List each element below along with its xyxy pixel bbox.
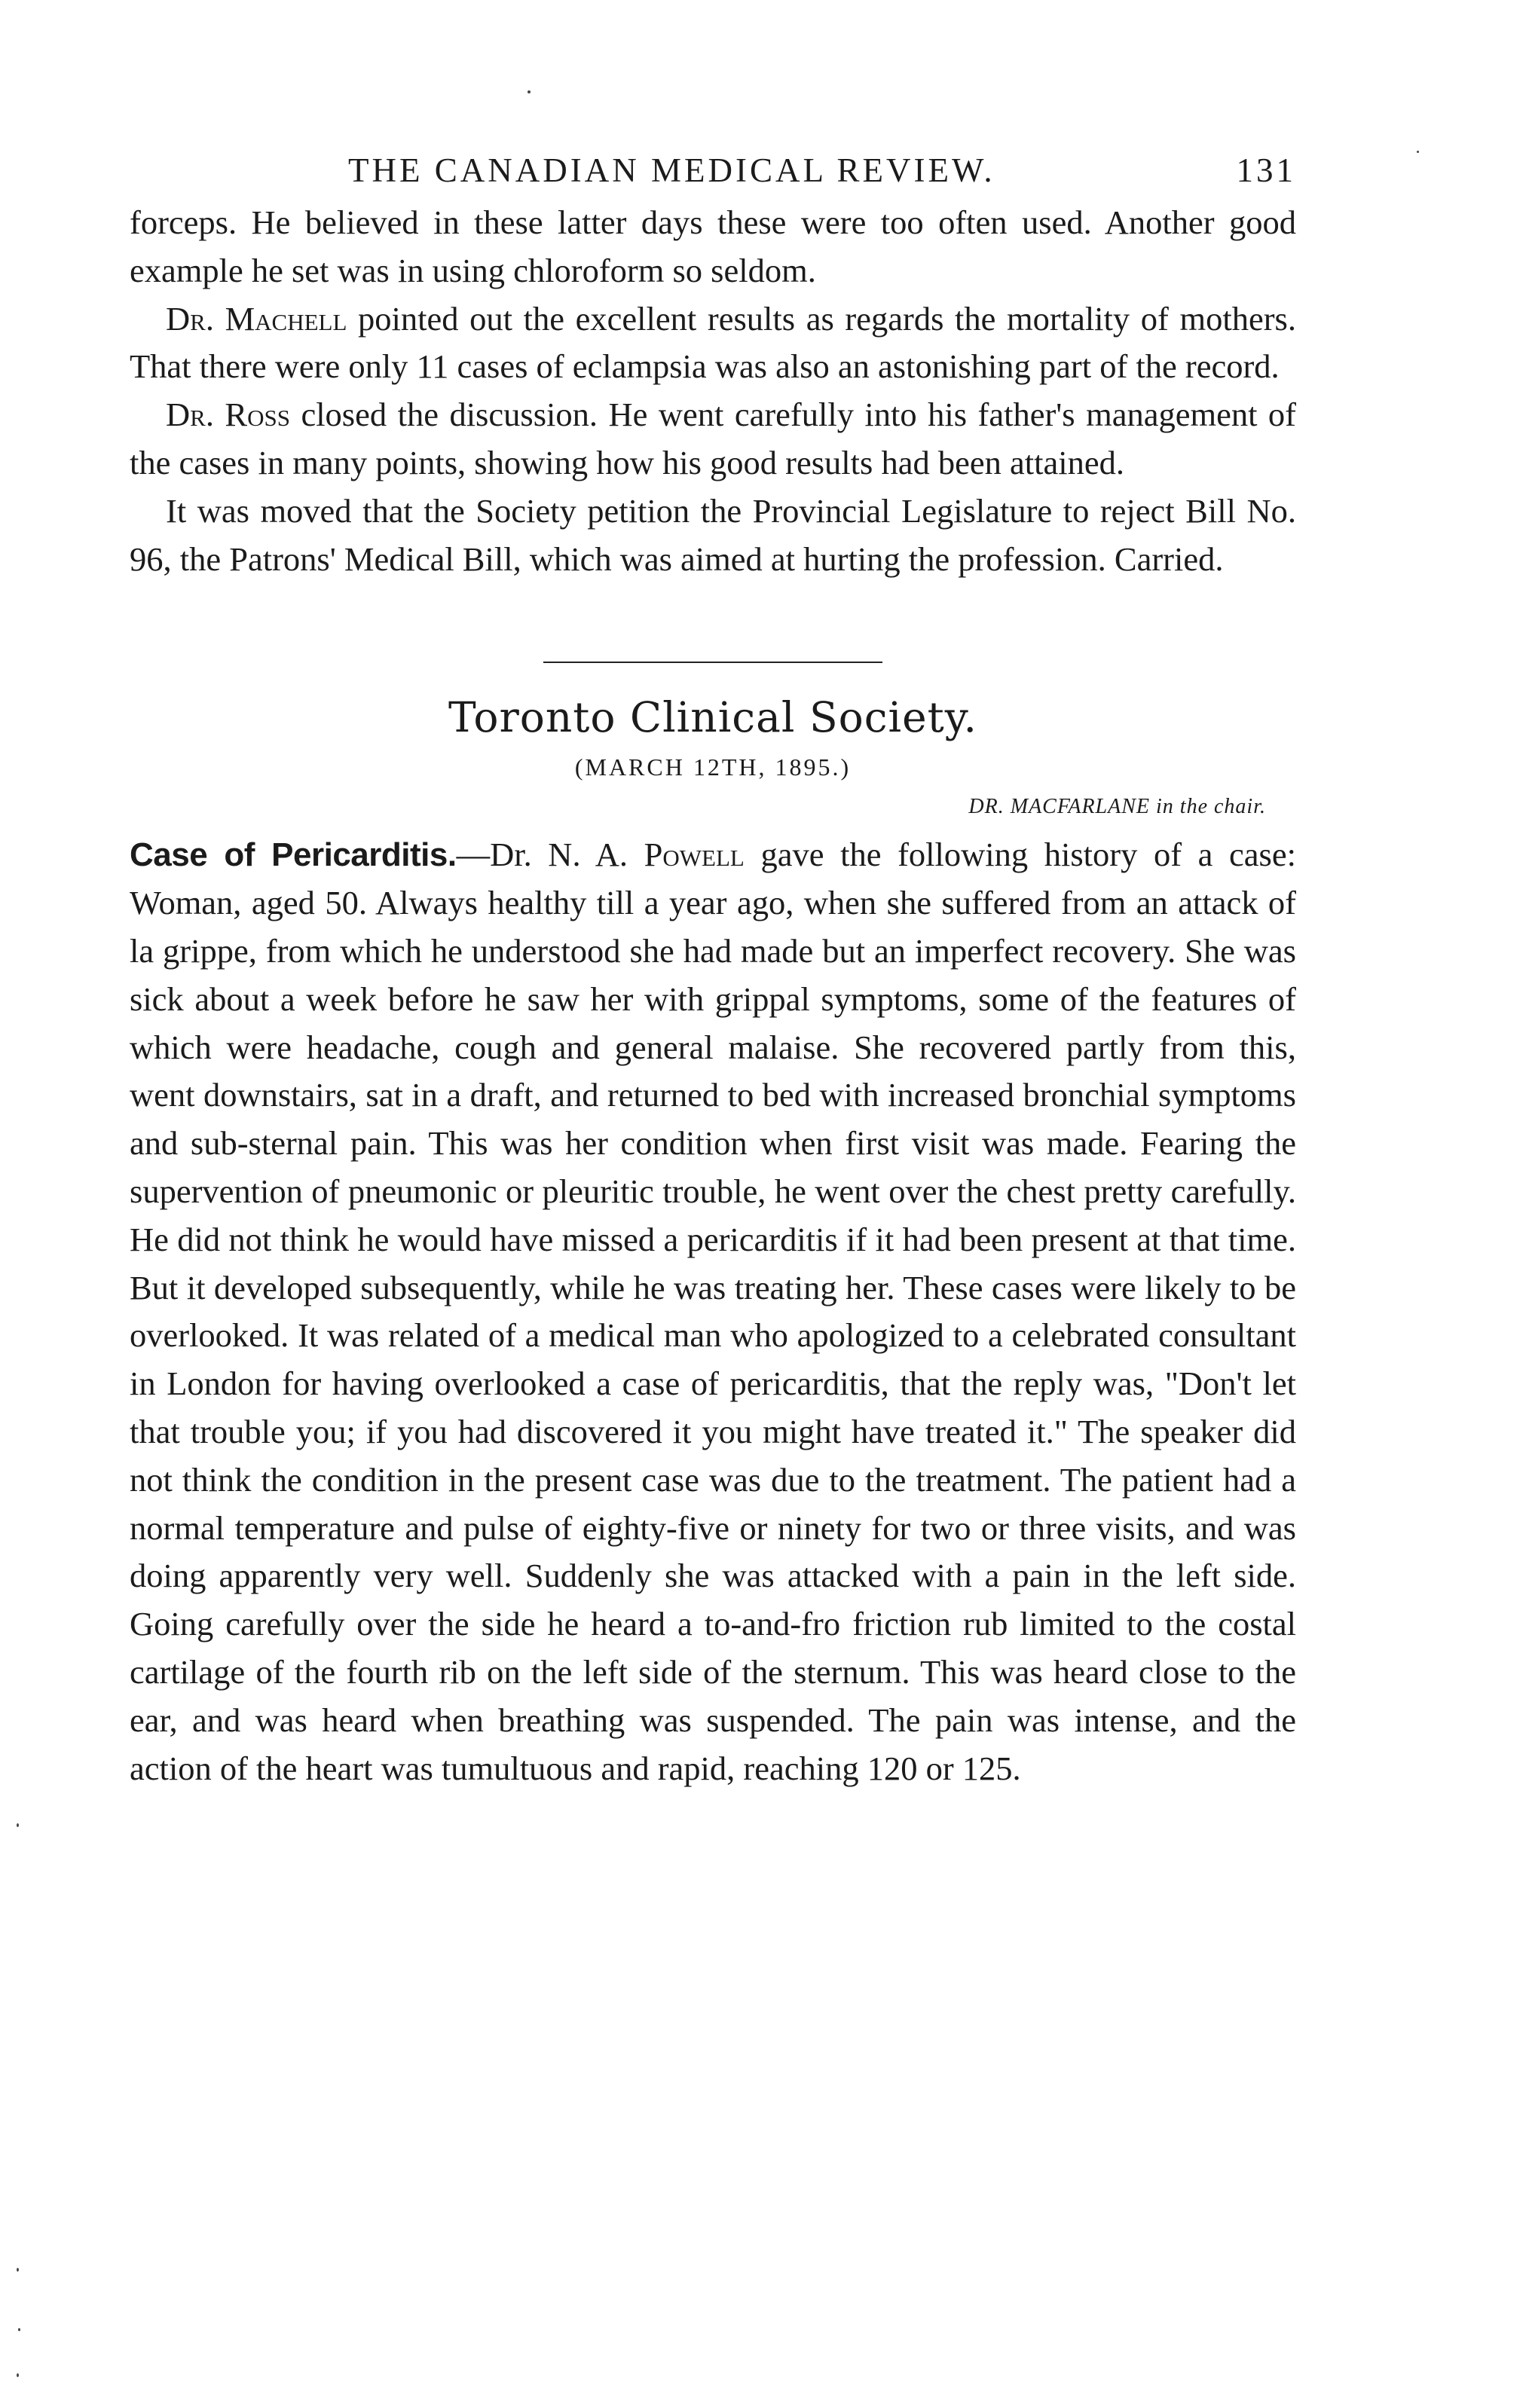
running-head	[130, 151, 1296, 199]
case-text: gave the following history of a case: Woman, aged 50. Always healthy till a year ago, when she suffered from an attack of la grippe, from which he understood she had made but an imperfect recovery. She was sick about a week before he saw her with grippal symptoms, some of the features of which were headache, cough and general malaise. She recovered partly from this, went downstairs, sat in a draft, and returned to bed with increased bronchial symptoms and sub-sternal pain. This was her condition when first visit was made. Fearing the supervention of pneumonic or pleuritic trouble, he went over the chest pretty carefully. He did not think he would have missed a pericarditis if it had been present at that time. But it developed subsequently, while he was treating her. These cases were likely to be overlooked. It was related of a medical man who apologized to a celebrated consultant in London for having overlooked a case of pericarditis, that the reply was, "Don't let that trouble you; if you had discovered it you might have treated it." The speaker did not think the condition in the present case was due to the treatment. The patient had a normal temperature and pulse of eighty-five or ninety for two or three visits, and was doing apparently very well. Suddenly she was attacked with a pain in the left side. Going carefully over the side he heard a to-and-fro friction rub limited to the costal cartilage of the fourth rib on the left side of the sternum. This was heard close to the ear, and was heard when breathing was suspended. The pain was intense, and the action of the heart was tumultuous and rapid, reaching 120 or 125.	[130, 836, 1296, 1787]
speaker-name: Dr. Ross	[166, 396, 290, 434]
page-number: 131	[1236, 151, 1296, 189]
paragraph-text: pointed out the excellent results as regards the mortality of mothers. That there were only 11 cases of eclampsia was also an astonishing part of the record.	[130, 299, 1296, 386]
print-speck	[528, 90, 531, 93]
section-title: Toronto Clinical Society.	[448, 693, 978, 742]
speaker-name: Powell	[644, 836, 745, 874]
print-speck	[17, 2373, 19, 2377]
journal-title: THE CANADIAN MEDICAL REVIEW.	[348, 151, 995, 189]
ross-paragraph	[130, 391, 1296, 487]
print-speck	[18, 2328, 20, 2331]
print-speck	[17, 2268, 19, 2272]
speaker-name: Dr. Machell	[166, 299, 347, 338]
section-divider	[543, 662, 882, 663]
chair-note: DR. MACFARLANE in the chair.	[968, 795, 1266, 819]
machell-paragraph	[130, 295, 1296, 392]
case-paragraph	[130, 831, 1296, 1792]
paragraph-text: closed the discussion. He went carefully into his father's management of the cases in many points, showing how his good results had been attained.	[130, 396, 1296, 481]
meeting-date: (MARCH 12TH, 1895.)	[574, 753, 852, 781]
motion-paragraph: It was moved that the Society petition the Provincial Legislature to reject Bill No. 96, the Patrons' Medical Bill, which was aimed at hurting the profession. Carried.	[130, 491, 1296, 578]
case-heading: Case of Pericarditis.	[130, 836, 457, 874]
print-speck	[1417, 151, 1419, 153]
case-intro: —Dr. N. A.	[456, 836, 644, 874]
document-page	[130, 151, 1296, 1792]
print-speck	[17, 1823, 19, 1827]
continuation-paragraph: forceps. He believed in these latter days these were too often used. Another good example he set was in using chloroform so seldom.	[130, 203, 1296, 289]
